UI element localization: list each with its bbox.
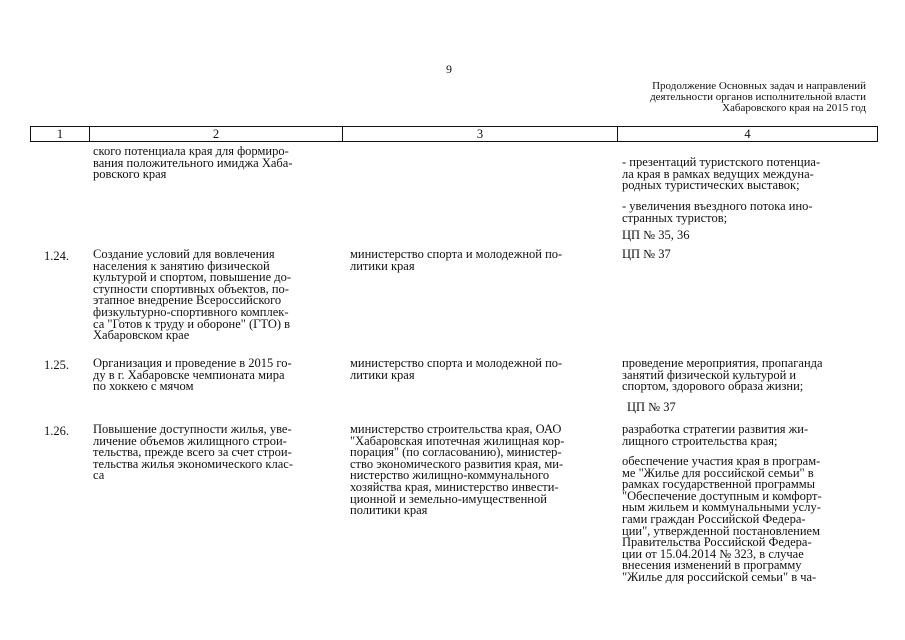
row-task [93, 358, 292, 393]
row-result-b [622, 456, 822, 584]
text-line: тельства, прежде всего за счет строи- [93, 445, 292, 460]
row-task [93, 249, 291, 342]
text-line: са "Готов к труду и обороне" (ГТО) в [93, 316, 291, 331]
text-line: нистерство жилищно-коммунального [350, 468, 550, 483]
text-line: литики края [350, 258, 415, 273]
text-line: по хоккею с мячом [93, 379, 194, 394]
text-line: ла края в рамках ведущих междуна- [622, 166, 814, 181]
text-line: ского потенциала края для формиро- [93, 144, 289, 158]
text-line: ду в г. Хабаровске чемпионата мира [93, 367, 285, 382]
row-task [93, 424, 293, 482]
continuation-col4-b [622, 201, 813, 224]
text-line: порация" (по согласованию), министер- [350, 445, 562, 460]
text-line: ство экономического развития края, ми- [350, 456, 564, 471]
text-line: населения к занятию физической [93, 258, 270, 273]
continuation-col4-c: ЦП № 35, 36 [622, 228, 690, 242]
text-line: родных туристических выставок; [622, 178, 800, 193]
row-number: 1.25. [44, 358, 69, 372]
text-line: - увеличения въездного потока ино- [622, 199, 813, 213]
running-header-line: Хабаровского края на 2015 год [722, 102, 866, 114]
text-line: Хабаровском крае [93, 328, 190, 343]
running-header-line: деятельности органов исполнительной власти [650, 91, 866, 103]
text-line: физкультурно-спортивного комплек- [93, 304, 289, 319]
text-line: ции от 15.04.2014 № 323, в случае [622, 546, 804, 561]
text-line: ровского края [93, 167, 167, 182]
row-result-a [622, 424, 808, 447]
continuation-col2 [93, 146, 293, 181]
text-line: ным жильем и коммунальными услу- [622, 500, 821, 515]
text-line: "Хабаровская ипотечная жилищная кор- [350, 433, 565, 448]
text-line: внесения изменений в программу [622, 558, 802, 573]
row-result [622, 358, 823, 393]
text-line: вания положительного имиджа Хаба- [93, 155, 293, 170]
text-line: политики края [350, 503, 428, 518]
text-line: ступности спортивных объектов, по- [93, 281, 289, 296]
column-header-3: 3 [476, 127, 484, 141]
text-line: занятий физической культурой и [622, 367, 797, 382]
text-line: обеспечение участия края в програм- [622, 454, 821, 468]
text-line: ции", утвержденной постановлением [622, 523, 821, 538]
row-responsible [350, 424, 564, 517]
text-line: тельства жилья экономического клас- [93, 456, 294, 471]
table-header-row [30, 126, 878, 142]
text-line: - презентаций туристского потенциа- [622, 155, 821, 169]
row-responsible [350, 358, 562, 381]
text-line: спортом, здорового образа жизни; [622, 379, 804, 394]
text-line: министерство строительства края, ОАО [350, 422, 562, 436]
row-number: 1.24. [44, 249, 69, 263]
running-header-line: Продолжение Основных задач и направлений [652, 80, 866, 92]
row-responsible [350, 249, 562, 272]
text-line: культурой и спортом, повышение до- [93, 270, 292, 285]
column-header-1: 1 [56, 127, 64, 141]
text-line: хозяйства края, министерство инвести- [350, 479, 559, 494]
text-line: проведение мероприятия, пропаганда [622, 356, 823, 370]
text-line: ме "Жилье для российской семьи" в [622, 465, 814, 480]
page-number: 9 [446, 62, 452, 76]
text-line: "Обеспечение доступным и комфорт- [622, 488, 822, 503]
text-line: рамках государственной программы [622, 477, 816, 492]
text-line: лищного строительства края; [622, 433, 778, 448]
running-header [590, 81, 866, 114]
text-line: министерство спорта и молодежной по- [350, 356, 563, 370]
text-line: ционной и земельно-имущественной [350, 491, 547, 506]
text-line: литики края [350, 367, 415, 382]
text-line: личение объемов жилищного строи- [93, 433, 287, 448]
text-line: странных туристов; [622, 210, 728, 225]
column-header-4: 4 [744, 127, 751, 141]
row-result-program: ЦП № 37 [627, 400, 676, 414]
row-result [622, 249, 671, 261]
text-line: ЦП № 37 [622, 247, 671, 261]
continuation-col4-a [622, 157, 820, 192]
text-line: министерство спорта и молодежной по- [350, 247, 563, 261]
row-number: 1.26. [44, 424, 69, 438]
text-line: Повышение доступности жилья, уве- [93, 422, 292, 436]
column-header-2: 2 [212, 127, 220, 141]
text-line: этапное внедрение Всероссийского [93, 293, 282, 308]
text-line: са [93, 468, 105, 483]
text-line: "Жилье для российской семьи" в ча- [622, 569, 817, 584]
text-line: гами граждан Российской Федера- [622, 511, 806, 526]
text-line: Организация и проведение в 2015 го- [93, 356, 292, 370]
text-line: Правительства Российской Федера- [622, 535, 812, 550]
text-line: разработка стратегии развития жи- [622, 422, 809, 436]
text-line: Создание условий для вовлечения [93, 247, 275, 261]
